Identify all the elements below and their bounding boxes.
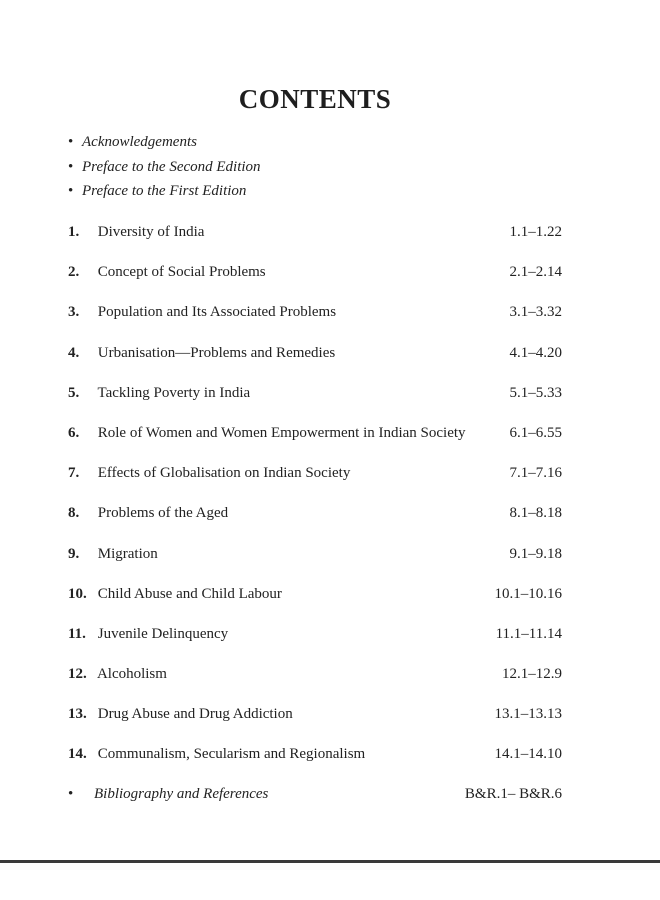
chapter-title: Diversity of India	[97, 224, 205, 240]
back-matter-bibliography[interactable]	[68, 782, 562, 806]
chapter-title: Alcoholism	[96, 666, 167, 683]
chapter-number: 7.	[68, 465, 80, 482]
chapter-row-6[interactable]	[68, 421, 562, 461]
bullet-icon: •	[68, 134, 74, 150]
front-matter-item-preface-second-edition[interactable]	[68, 155, 261, 180]
chapter-page-range: 12.1–12.9	[502, 666, 562, 683]
chapter-title: Effects of Globalisation on Indian Society	[97, 465, 351, 482]
chapter-row-13[interactable]	[68, 702, 562, 742]
chapter-title: Problems of the Aged	[97, 505, 229, 522]
chapter-row-4[interactable]	[68, 341, 562, 381]
chapter-page-range: 3.1–3.32	[509, 304, 562, 321]
chapter-row-5[interactable]	[68, 381, 562, 421]
chapter-number: 12.	[68, 666, 87, 683]
chapter-page-range: 6.1–6.55	[509, 424, 562, 441]
front-matter-label: Preface to the First Edition	[82, 183, 247, 199]
front-matter-item-acknowledgements[interactable]	[68, 130, 261, 155]
chapter-row-3[interactable]	[68, 300, 562, 340]
front-matter-item-preface-first-edition[interactable]	[68, 179, 261, 204]
chapter-number: 1.	[68, 224, 80, 240]
chapter-title: Concept of Social Problems	[97, 264, 266, 281]
chapter-row-12[interactable]	[68, 662, 562, 702]
chapter-title: Tackling Poverty in India	[97, 384, 251, 401]
chapter-row-10[interactable]	[68, 582, 562, 622]
chapter-page-range: 9.1–9.18	[509, 545, 562, 562]
chapter-page-range: 11.1–11.14	[495, 625, 562, 642]
chapter-number: 14.	[68, 746, 87, 763]
chapter-row-9[interactable]	[68, 542, 562, 582]
chapter-number: 9.	[68, 545, 80, 562]
chapter-page-range: 2.1–2.14	[509, 264, 562, 281]
chapter-page-range: 10.1–10.16	[494, 585, 562, 602]
chapter-row-1[interactable]	[68, 220, 562, 260]
chapter-title: Juvenile Delinquency	[97, 625, 229, 642]
chapter-list	[68, 220, 562, 783]
chapter-number: 2.	[68, 264, 80, 281]
back-matter-page-range: B&R.1– B&R.6	[464, 786, 562, 802]
chapter-page-range: 4.1–4.20	[509, 344, 562, 361]
chapter-number: 8.	[68, 505, 80, 522]
front-matter-label: Preface to the Second Edition	[82, 158, 261, 175]
chapter-number: 4.	[68, 344, 80, 361]
chapter-title: Communalism, Secularism and Regionalism	[97, 746, 366, 763]
chapter-row-2[interactable]	[68, 260, 562, 300]
chapter-number: 13.	[68, 706, 87, 723]
front-matter-list	[68, 130, 261, 204]
chapter-number: 5.	[68, 384, 80, 401]
bullet-icon: •	[68, 183, 74, 199]
page-bottom-margin	[0, 863, 660, 900]
chapter-row-8[interactable]	[68, 501, 562, 541]
chapter-row-14[interactable]	[68, 742, 562, 782]
chapter-row-11[interactable]	[68, 622, 562, 662]
chapter-title: Drug Abuse and Drug Addiction	[97, 706, 293, 723]
chapter-page-range: 7.1–7.16	[509, 465, 562, 482]
chapter-page-range: 14.1–14.10	[494, 746, 562, 763]
chapter-page-range: 13.1–13.13	[494, 706, 562, 723]
chapter-title: Child Abuse and Child Labour	[97, 585, 282, 602]
chapter-number: 11.	[68, 625, 86, 642]
chapter-page-range: 1.1–1.22	[509, 224, 562, 240]
bullet-icon: •	[68, 786, 74, 802]
page-title: CONTENTS	[238, 84, 392, 115]
chapter-number: 6.	[68, 424, 80, 441]
chapter-page-range: 5.1–5.33	[509, 384, 562, 401]
chapter-row-7[interactable]	[68, 461, 562, 501]
back-matter-title: Bibliography and References	[94, 786, 269, 802]
chapter-title: Migration	[97, 545, 158, 562]
chapter-number: 10.	[68, 585, 87, 602]
front-matter-label: Acknowledgements	[82, 134, 197, 150]
bullet-icon: •	[68, 158, 74, 175]
chapter-title: Urbanisation—Problems and Remedies	[97, 344, 336, 361]
chapter-title: Role of Women and Women Empowerment in Indian Society	[97, 424, 466, 441]
chapter-number: 3.	[68, 304, 80, 321]
chapter-page-range: 8.1–8.18	[509, 505, 562, 522]
chapter-title: Population and Its Associated Problems	[97, 304, 337, 321]
